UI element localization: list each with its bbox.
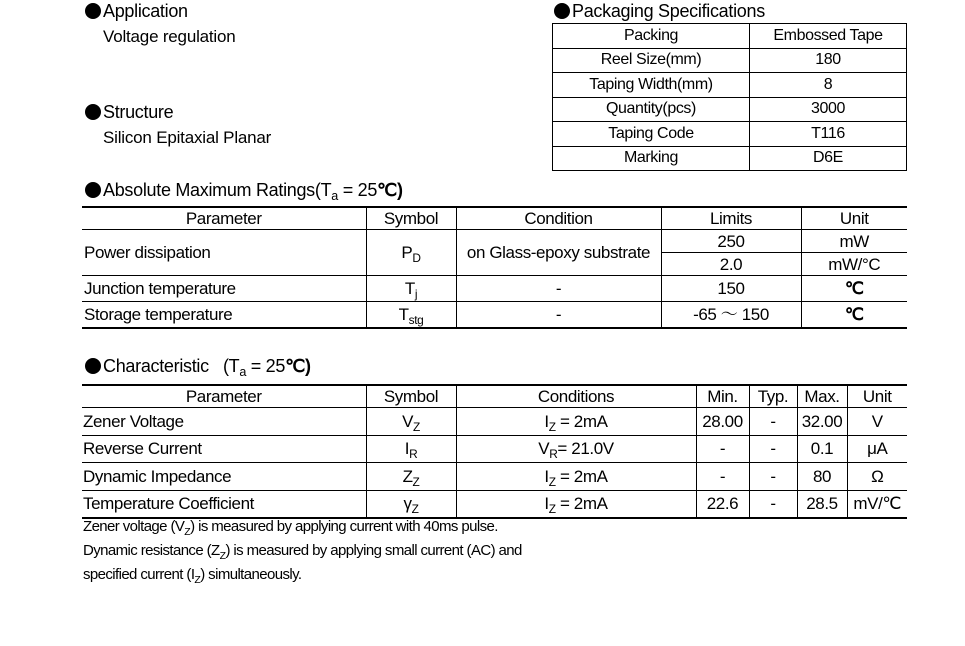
table-row: Junction temperature $T_j$ - 150 ℃ (82, 276, 907, 302)
characteristic-table (82, 384, 907, 519)
table-row: Reverse Current $I_R$ $V_R= 21.0V$ - - 0.1 μA (82, 435, 907, 463)
table-row: Marking D6E (553, 146, 907, 171)
note-specified-current: specified current $(I_Z)$ simultaneously. (83, 566, 302, 586)
bullet-icon (85, 104, 101, 120)
note-zener-voltage: Zener voltage $(V_Z)$ is measured by applying current with 40ms pulse. (83, 518, 498, 538)
note-dynamic-resistance: Dynamic resistance $(Z_Z)$ is measured by applying small current (AC) and (83, 542, 522, 562)
abs-max-heading: Absolute Maximum $Ratings(T_a$ = 25℃) (85, 180, 403, 201)
packaging-heading: Packaging Specifications (554, 1, 765, 22)
packaging-table (552, 23, 907, 171)
bullet-icon (85, 358, 101, 374)
application-value: Voltage regulation (103, 27, 236, 46)
characteristic-heading: Characteristic ($T_a$ = 25℃) (85, 356, 311, 377)
table-row: Power dissipation $P_D$ on Glass-epoxy substrate 250 mW (82, 230, 907, 253)
table-header-row: Parameter Symbol Conditions Min. Typ. Max. Unit (82, 385, 907, 408)
structure-value: Silicon Epitaxial Planar (103, 128, 272, 147)
application-heading: Application (85, 1, 188, 22)
structure-heading: Structure (85, 102, 173, 123)
bullet-icon (85, 3, 101, 19)
table-row: Temperature Coefficient $\gamma_Z$ $I_Z = 2mA$ 22.6 - 28.5 mV/℃ (82, 490, 907, 518)
table-row: Taping Code T116 (553, 122, 907, 147)
table-row: Quantity(pcs) 3000 (553, 97, 907, 122)
table-row: Storage temperature $T_{stg}$ - -65 ～ 150 ℃ (82, 302, 907, 329)
table-row: Taping Width(mm) 8 (553, 73, 907, 98)
table-row: Packing Embossed Tape (553, 24, 907, 49)
table-row: 2.0 mW/°C (82, 253, 907, 276)
bullet-icon (85, 182, 101, 198)
table-row: Zener Voltage $V_Z$ $I_Z = 2mA$ 28.00 - 32.00 V (82, 408, 907, 436)
table-header-row: Parameter Symbol Condition Limits Unit (82, 207, 907, 230)
table-row: Dynamic Impedance $Z_Z$ $I_Z = 2mA$ - - 80 Ω (82, 463, 907, 491)
table-row: Reel Size(mm) 180 (553, 48, 907, 73)
bullet-icon (554, 3, 570, 19)
abs-max-table (82, 206, 907, 329)
